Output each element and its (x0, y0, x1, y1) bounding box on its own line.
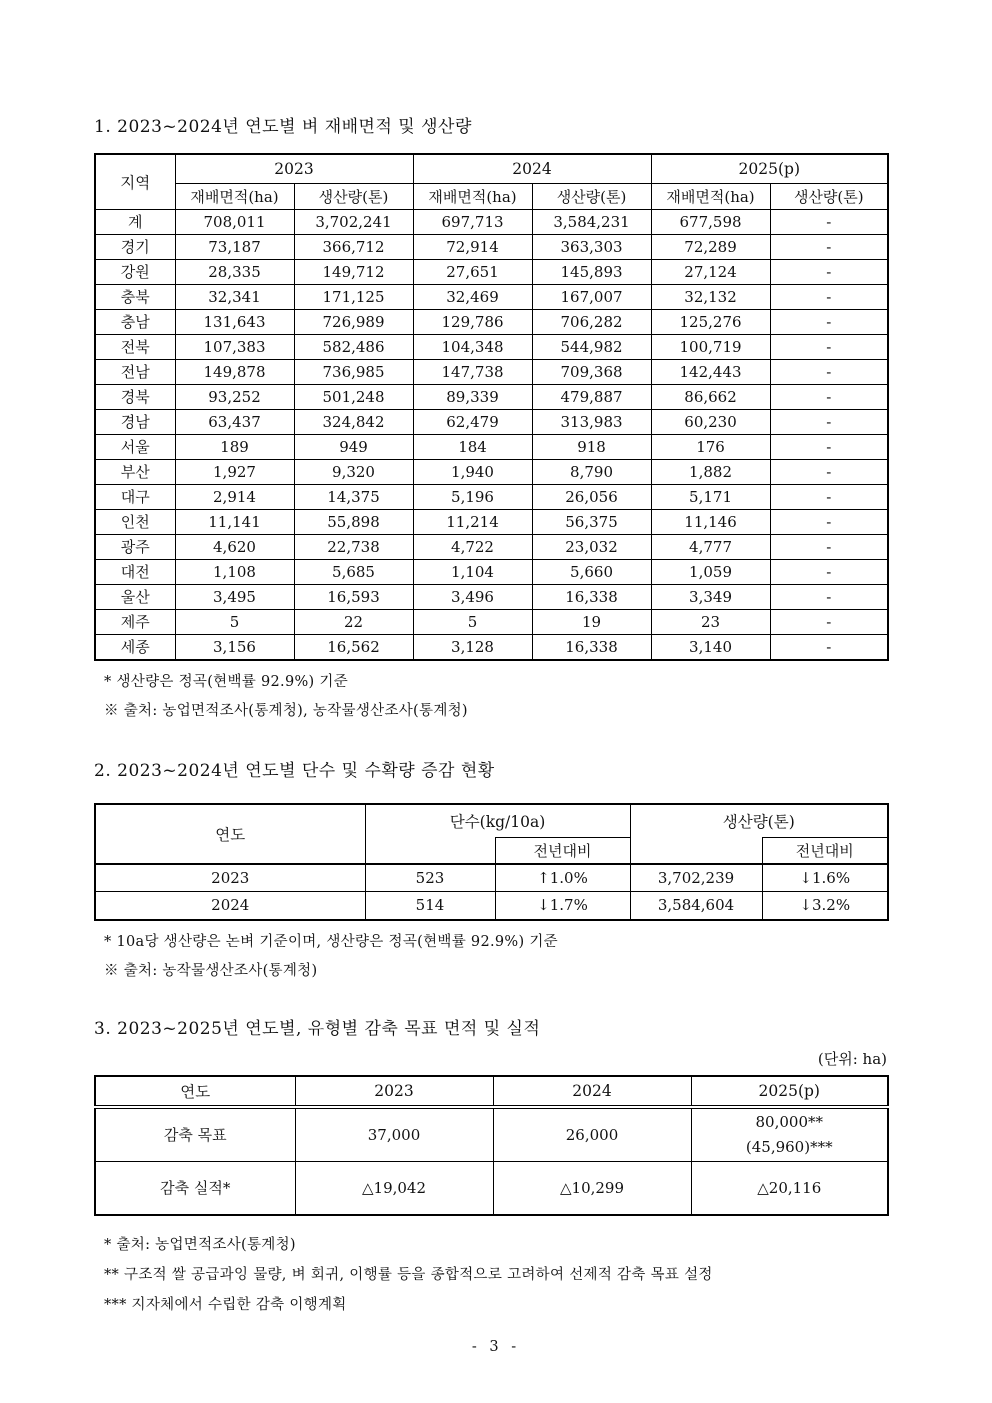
area-2025-cell: 72,289 (651, 234, 770, 259)
area-2024-cell: 1,104 (413, 559, 532, 584)
production-2024-cell: 363,303 (532, 234, 651, 259)
area-2023-cell: 3,156 (175, 634, 294, 660)
reduction-target-table (94, 1075, 889, 1217)
subheader-area-2024: 재배면적(ha) (413, 183, 532, 209)
yield-change-table (94, 803, 889, 921)
table-row (95, 409, 888, 434)
area-2024-cell: 11,214 (413, 509, 532, 534)
area-2024-cell: 27,651 (413, 259, 532, 284)
region-cell: 제주 (95, 609, 175, 634)
target-2025-line1: 80,000** (755, 1112, 823, 1131)
footnote: ** 구조적 쌀 공급과잉 물량, 벼 회귀, 이행률 등을 종합적으로 고려하여 선제적 감축 목표 설정 (104, 1267, 713, 1283)
subheader-production-2024: 생산량(톤) (532, 183, 651, 209)
area-2025-cell: 86,662 (651, 384, 770, 409)
production-2023-cell: 171,125 (294, 284, 413, 309)
actual-2025-cell: △20,116 (691, 1161, 888, 1215)
production-2023-cell: 949 (294, 434, 413, 459)
section2-title: 2. 2023~2024년 연도별 단수 및 수확량 증감 현황 (94, 760, 495, 781)
area-2023-cell: 2,914 (175, 484, 294, 509)
region-cell: 경남 (95, 409, 175, 434)
region-cell: 울산 (95, 584, 175, 609)
area-2025-cell: 60,230 (651, 409, 770, 434)
area-2023-cell: 1,927 (175, 459, 294, 484)
table1-body (95, 209, 888, 660)
yield-yoy-cell: ↓1.7% (495, 892, 630, 920)
table2-header (95, 804, 888, 864)
production-2023-cell: 501,248 (294, 384, 413, 409)
production-2025-cell: - (770, 434, 888, 459)
target-2024-cell: 26,000 (493, 1107, 691, 1162)
year-cell: 2024 (95, 892, 365, 920)
area-2025-cell: 677,598 (651, 209, 770, 234)
production-2024-cell: 26,056 (532, 484, 651, 509)
table-row (95, 334, 888, 359)
production-yoy-cell: ↓1.6% (762, 864, 888, 892)
production-2023-cell: 582,486 (294, 334, 413, 359)
area-2025-cell: 1,059 (651, 559, 770, 584)
production-2024-cell: 145,893 (532, 259, 651, 284)
column-header-2024: 2024 (493, 1076, 691, 1107)
row-label: 감축 목표 (95, 1107, 295, 1162)
production-2023-cell: 5,685 (294, 559, 413, 584)
production-2025-cell: - (770, 484, 888, 509)
production-2024-cell: 16,338 (532, 634, 651, 660)
table3-body (95, 1107, 888, 1216)
table3-header (95, 1076, 888, 1107)
production-2025-cell: - (770, 259, 888, 284)
area-2023-cell: 5 (175, 609, 294, 634)
footnote: * 생산량은 정곡(현백률 92.9%) 기준 (104, 673, 349, 690)
production-2024-cell: 8,790 (532, 459, 651, 484)
region-cell: 경북 (95, 384, 175, 409)
area-2025-cell: 100,719 (651, 334, 770, 359)
footnote: ※ 출처: 농업면적조사(통계청), 농작물생산조사(통계청) (104, 702, 468, 719)
yield-cell: 523 (365, 864, 495, 892)
production-2023-cell: 366,712 (294, 234, 413, 259)
area-2024-cell: 104,348 (413, 334, 532, 359)
production-2025-cell: - (770, 359, 888, 384)
table-row (95, 359, 888, 384)
production-2025-cell: - (770, 309, 888, 334)
production-2025-cell: - (770, 609, 888, 634)
table-row (95, 259, 888, 284)
production-2023-cell: 726,989 (294, 309, 413, 334)
table-row (95, 509, 888, 534)
area-2024-cell: 32,469 (413, 284, 532, 309)
production-2023-cell: 14,375 (294, 484, 413, 509)
production-yoy-cell: ↓3.2% (762, 892, 888, 920)
production-2024-cell: 709,368 (532, 359, 651, 384)
table-row (95, 484, 888, 509)
area-2024-cell: 184 (413, 434, 532, 459)
region-cell: 서울 (95, 434, 175, 459)
subheader-area-2025: 재배면적(ha) (651, 183, 770, 209)
production-2023-cell: 736,985 (294, 359, 413, 384)
area-2023-cell: 63,437 (175, 409, 294, 434)
unit-label: (단위: ha) (817, 1049, 887, 1068)
region-cell: 인천 (95, 509, 175, 534)
region-cell: 경기 (95, 234, 175, 259)
region-cell: 전남 (95, 359, 175, 384)
production-2025-cell: - (770, 284, 888, 309)
production-2023-cell: 22 (294, 609, 413, 634)
area-2024-cell: 129,786 (413, 309, 532, 334)
table-row (95, 459, 888, 484)
area-2023-cell: 32,341 (175, 284, 294, 309)
actual-2024-cell: △10,299 (493, 1161, 691, 1215)
area-2025-cell: 5,171 (651, 484, 770, 509)
region-cell: 광주 (95, 534, 175, 559)
table-row (95, 234, 888, 259)
table-row (95, 634, 888, 660)
production-2024-cell: 19 (532, 609, 651, 634)
production-2024-cell: 56,375 (532, 509, 651, 534)
production-2024-cell: 23,032 (532, 534, 651, 559)
production-2023-cell: 55,898 (294, 509, 413, 534)
production-2023-cell: 16,593 (294, 584, 413, 609)
table-row (95, 584, 888, 609)
column-header-2023: 2023 (295, 1076, 493, 1107)
area-2024-cell: 147,738 (413, 359, 532, 384)
area-2024-cell: 5 (413, 609, 532, 634)
column-header-production: 생산량(톤) (630, 804, 888, 838)
production-2025-cell: - (770, 559, 888, 584)
table-row (95, 434, 888, 459)
production-2024-cell: 918 (532, 434, 651, 459)
area-2024-cell: 1,940 (413, 459, 532, 484)
area-2025-cell: 11,146 (651, 509, 770, 534)
production-2024-cell: 5,660 (532, 559, 651, 584)
section3-title: 3. 2023~2025년 연도별, 유형별 감축 목표 면적 및 실적 (94, 1018, 541, 1039)
production-2024-cell: 3,584,231 (532, 209, 651, 234)
region-cell: 대전 (95, 559, 175, 584)
table-row (95, 609, 888, 634)
table-row (95, 384, 888, 409)
production-2023-cell: 324,842 (294, 409, 413, 434)
subheader-area-2023: 재배면적(ha) (175, 183, 294, 209)
production-2025-cell: - (770, 409, 888, 434)
area-2023-cell: 73,187 (175, 234, 294, 259)
area-2025-cell: 3,140 (651, 634, 770, 660)
area-2024-cell: 697,713 (413, 209, 532, 234)
table-row (95, 892, 888, 920)
yield-cell: 514 (365, 892, 495, 920)
area-2025-cell: 1,882 (651, 459, 770, 484)
area-2025-cell: 176 (651, 434, 770, 459)
production-2025-cell: - (770, 634, 888, 660)
table2-body (95, 864, 888, 920)
section2-footnotes (94, 928, 889, 986)
production-2024-cell: 479,887 (532, 384, 651, 409)
region-cell: 충남 (95, 309, 175, 334)
production-2025-cell: - (770, 209, 888, 234)
column-header-2025p: 2025(p) (691, 1076, 888, 1107)
footnote: * 10a당 생산량은 논벼 기준이며, 생산량은 정곡(현백률 92.9%) 기준 (104, 933, 558, 950)
section1-title: 1. 2023~2024년 연도별 벼 재배면적 및 생산량 (94, 117, 472, 137)
area-2024-cell: 62,479 (413, 409, 532, 434)
table-row (95, 284, 888, 309)
region-cell: 대구 (95, 484, 175, 509)
table-row (95, 559, 888, 584)
production-cell: 3,584,604 (630, 892, 762, 920)
production-cell: 3,702,239 (630, 864, 762, 892)
area-2025-cell: 23 (651, 609, 770, 634)
area-2023-cell: 28,335 (175, 259, 294, 284)
actual-2023-cell: △19,042 (295, 1161, 493, 1215)
area-2024-cell: 3,128 (413, 634, 532, 660)
production-2023-cell: 16,562 (294, 634, 413, 660)
table-row (95, 309, 888, 334)
area-2024-cell: 89,339 (413, 384, 532, 409)
rice-area-production-table (94, 153, 889, 661)
empty-cell (630, 838, 762, 864)
region-cell: 강원 (95, 259, 175, 284)
region-cell: 충북 (95, 284, 175, 309)
target-2023-cell: 37,000 (295, 1107, 493, 1162)
area-2025-cell: 32,132 (651, 284, 770, 309)
column-header-2024: 2024 (413, 154, 651, 183)
row-label: 감축 실적* (95, 1161, 295, 1215)
page-number: - 3 - (471, 1339, 521, 1355)
reduction-actual-row (95, 1161, 888, 1215)
yield-yoy-cell: ↑1.0% (495, 864, 630, 892)
area-2024-cell: 72,914 (413, 234, 532, 259)
document-content (94, 0, 889, 1320)
production-2025-cell: - (770, 234, 888, 259)
production-2024-cell: 313,983 (532, 409, 651, 434)
column-header-2023: 2023 (175, 154, 413, 183)
table-row (95, 534, 888, 559)
production-2025-cell: - (770, 534, 888, 559)
column-header-2025p: 2025(p) (651, 154, 888, 183)
footnote: * 출처: 농업면적조사(통계청) (104, 1237, 296, 1253)
area-2023-cell: 1,108 (175, 559, 294, 584)
footnote: *** 지자체에서 수립한 감축 이행계획 (104, 1297, 347, 1313)
area-2024-cell: 4,722 (413, 534, 532, 559)
reduction-target-row (95, 1107, 888, 1162)
production-2023-cell: 3,702,241 (294, 209, 413, 234)
production-2025-cell: - (770, 584, 888, 609)
area-2023-cell: 11,141 (175, 509, 294, 534)
area-2025-cell: 125,276 (651, 309, 770, 334)
subheader-yield-yoy: 전년대비 (495, 838, 630, 864)
section1-footnotes (94, 668, 889, 726)
region-cell: 전북 (95, 334, 175, 359)
column-header-region: 지역 (95, 154, 175, 209)
region-cell: 부산 (95, 459, 175, 484)
area-2025-cell: 3,349 (651, 584, 770, 609)
production-2023-cell: 149,712 (294, 259, 413, 284)
production-2025-cell: - (770, 384, 888, 409)
area-2023-cell: 131,643 (175, 309, 294, 334)
area-2025-cell: 142,443 (651, 359, 770, 384)
area-2024-cell: 5,196 (413, 484, 532, 509)
area-2023-cell: 149,878 (175, 359, 294, 384)
area-2023-cell: 189 (175, 434, 294, 459)
section3-footnotes (94, 1230, 889, 1320)
region-cell: 계 (95, 209, 175, 234)
table1-header (95, 154, 888, 209)
target-2025-line2: (45,960)*** (745, 1137, 833, 1156)
table-row (95, 209, 888, 234)
production-2025-cell: - (770, 509, 888, 534)
area-2023-cell: 107,383 (175, 334, 294, 359)
table-row (95, 864, 888, 892)
area-2023-cell: 708,011 (175, 209, 294, 234)
production-2023-cell: 22,738 (294, 534, 413, 559)
production-2024-cell: 167,007 (532, 284, 651, 309)
production-2025-cell: - (770, 334, 888, 359)
area-2023-cell: 4,620 (175, 534, 294, 559)
production-2024-cell: 16,338 (532, 584, 651, 609)
production-2023-cell: 9,320 (294, 459, 413, 484)
area-2025-cell: 27,124 (651, 259, 770, 284)
area-2023-cell: 93,252 (175, 384, 294, 409)
target-2025-cell (691, 1107, 888, 1162)
year-cell: 2023 (95, 864, 365, 892)
subheader-production-yoy: 전년대비 (762, 838, 888, 864)
empty-cell (365, 838, 495, 864)
region-cell: 세종 (95, 634, 175, 660)
area-2024-cell: 3,496 (413, 584, 532, 609)
column-header-year: 연도 (95, 804, 365, 864)
column-header-yield: 단수(kg/10a) (365, 804, 630, 838)
subheader-production-2023: 생산량(톤) (294, 183, 413, 209)
production-2025-cell: - (770, 459, 888, 484)
area-2025-cell: 4,777 (651, 534, 770, 559)
column-header-year: 연도 (95, 1076, 295, 1107)
area-2023-cell: 3,495 (175, 584, 294, 609)
footnote: ※ 출처: 농작물생산조사(통계청) (104, 962, 318, 979)
production-2024-cell: 544,982 (532, 334, 651, 359)
subheader-production-2025: 생산량(톤) (770, 183, 888, 209)
production-2024-cell: 706,282 (532, 309, 651, 334)
